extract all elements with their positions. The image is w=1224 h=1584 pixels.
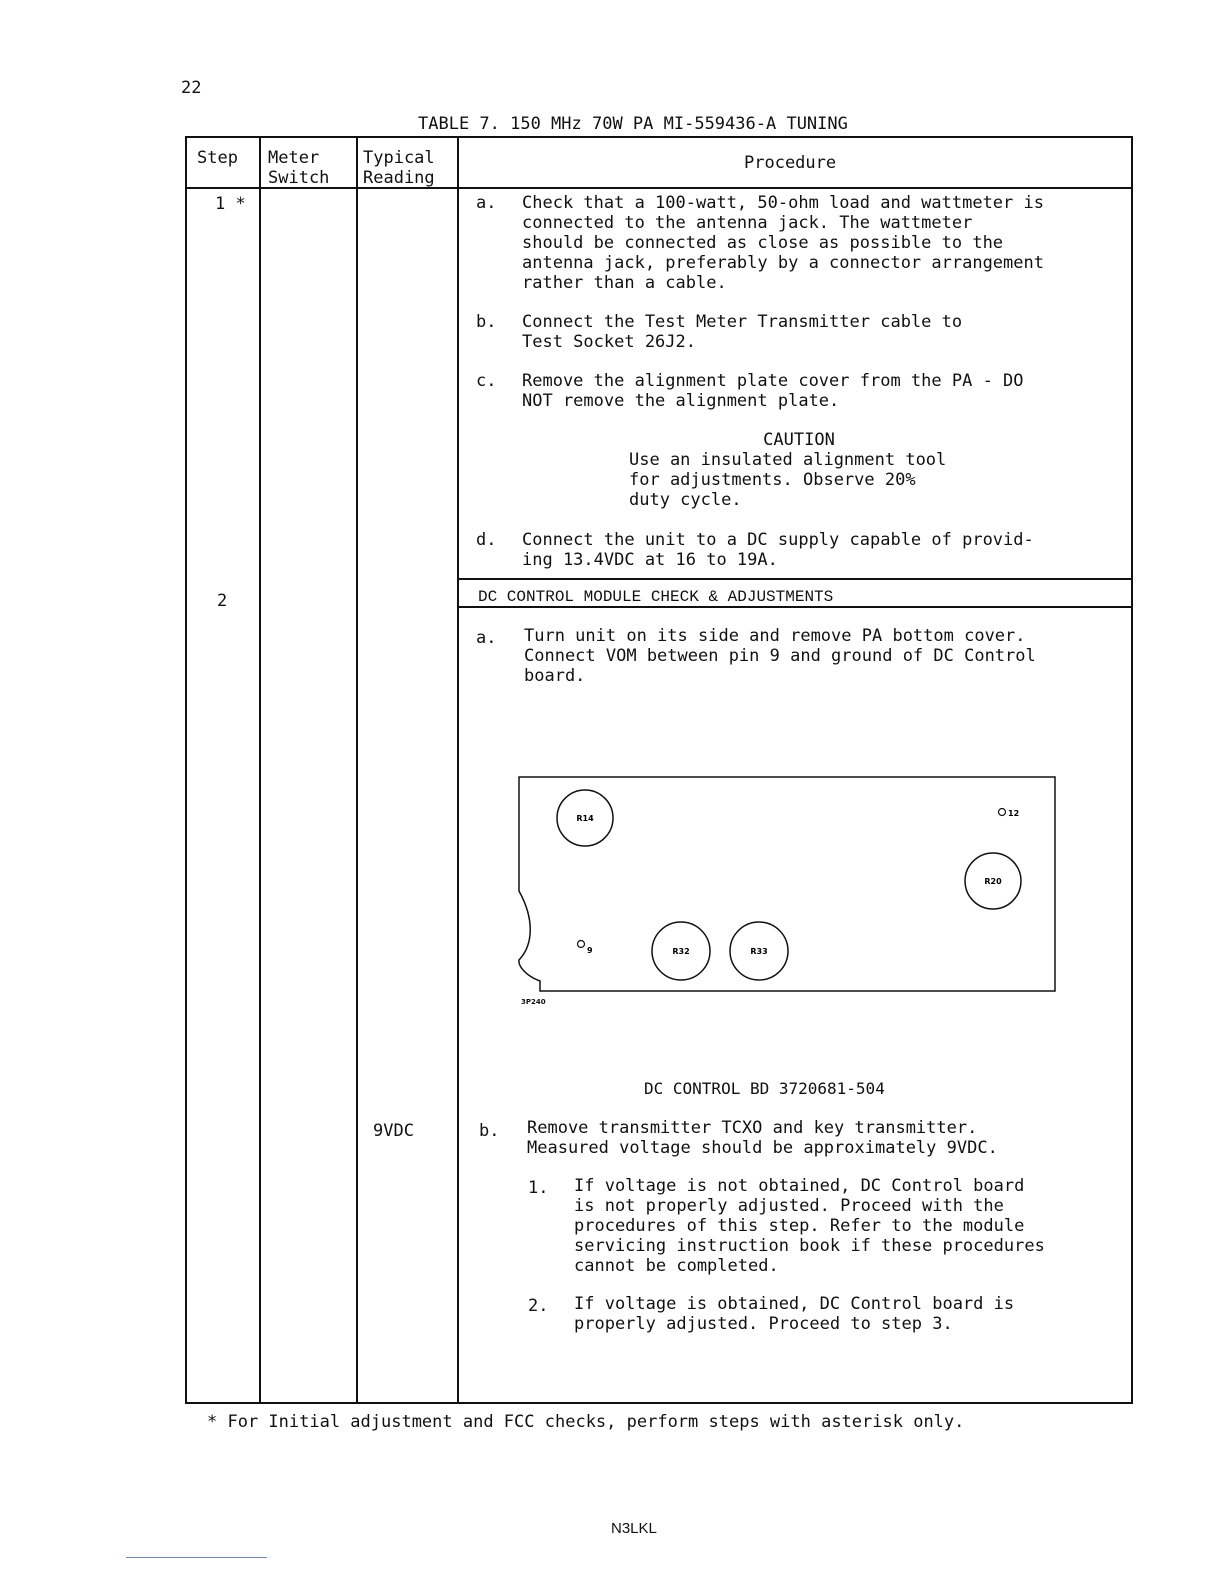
footer-label: N3LKL [611, 1520, 657, 1537]
blue-rule [126, 1557, 267, 1558]
text-line: NOT remove the alignment plate. [522, 391, 840, 411]
step-2-label: 2 [217, 591, 228, 611]
typical-reading-9vdc: 9VDC [373, 1121, 414, 1141]
step-1-label: 1 * [215, 194, 246, 214]
step-1-c-letter: c. [476, 371, 497, 391]
column-rule [356, 137, 358, 1403]
step-2-b-letter: b. [479, 1121, 500, 1141]
step-1-a-text [522, 193, 1044, 293]
text-line: for adjustments. Observe 20% [629, 470, 916, 490]
step-2-a-text [524, 626, 1036, 686]
text-line: should be connected as close as possible to the [522, 233, 1004, 253]
step-1-c-text [522, 371, 1024, 411]
dc-control-board-diagram [518, 776, 1056, 992]
step-2-a-letter: a. [476, 628, 497, 648]
drawing-number: 3P240 [521, 998, 546, 1006]
pin-9-label: 9 [587, 946, 593, 955]
table-footnote: * For Initial adjustment and FCC checks, perform steps with asterisk only. [207, 1412, 965, 1432]
pin-12-label: 12 [1008, 809, 1020, 818]
header-typical-reading [363, 148, 435, 188]
section-rule [458, 578, 1132, 580]
header-meter-switch [268, 148, 329, 188]
table-title: TABLE 7. 150 MHz 70W PA MI-559436-A TUNING [418, 114, 848, 134]
text-line: cannot be completed. [574, 1256, 779, 1276]
header-typical-line: Typical [363, 148, 435, 168]
text-line: board. [524, 666, 586, 686]
section-title: DC CONTROL MODULE CHECK & ADJUSTMENTS [478, 588, 834, 606]
r32-label: R32 [672, 947, 690, 956]
text-line: properly adjusted. Proceed to step 3. [574, 1314, 953, 1334]
text-line: Connect the unit to a DC supply capable of provid- [522, 530, 1034, 550]
step-1-b-letter: b. [476, 312, 497, 332]
sub-item-2-text [574, 1294, 1014, 1334]
r33-label: R33 [750, 947, 768, 956]
text-line: procedures of this step. Refer to the module [574, 1216, 1025, 1236]
caution-note [629, 430, 969, 510]
r14-label: R14 [576, 814, 594, 823]
sub-item-1-number: 1. [528, 1178, 549, 1198]
column-rule [259, 137, 261, 1403]
header-procedure: Procedure [744, 153, 837, 173]
text-line: Check that a 100-watt, 50-ohm load and wattmeter is [522, 193, 1044, 213]
header-reading-line: Reading [363, 168, 435, 188]
text-line: Test Socket 26J2. [522, 332, 696, 352]
text-line: Remove transmitter TCXO and key transmitter. [527, 1118, 978, 1138]
text-line: duty cycle. [629, 490, 742, 510]
text-line: is not properly adjusted. Proceed with the [574, 1196, 1004, 1216]
text-line: Measured voltage should be approximately 9VDC. [527, 1138, 998, 1158]
step-1-b-text [522, 312, 962, 352]
step-1-d-text [522, 530, 1034, 570]
pin-12-pad [999, 809, 1006, 816]
step-1-a-letter: a. [476, 193, 497, 213]
text-line: rather than a cable. [522, 273, 727, 293]
step-1-d-letter: d. [476, 530, 497, 550]
sub-item-2-number: 2. [528, 1296, 549, 1316]
column-rule [457, 137, 459, 1403]
r20-label: R20 [984, 877, 1002, 886]
header-switch-line: Switch [268, 168, 330, 188]
caution-title: CAUTION [763, 430, 835, 450]
board-caption: DC CONTROL BD 3720681-504 [644, 1079, 885, 1098]
text-line: ing 13.4VDC at 16 to 19A. [522, 550, 778, 570]
text-line: If voltage is obtained, DC Control board is [574, 1294, 1015, 1314]
step-2-b-text [527, 1118, 998, 1158]
text-line: Remove the alignment plate cover from the PA - DO [522, 371, 1024, 391]
sub-item-1-text [574, 1176, 1045, 1276]
text-line: antenna jack, preferably by a connector arrangement [522, 253, 1044, 273]
text-line: connected to the antenna jack. The wattmeter [522, 213, 973, 233]
header-meter-line: Meter [268, 148, 320, 168]
section-rule [458, 606, 1132, 608]
text-line: Turn unit on its side and remove PA bottom cover. [524, 626, 1026, 646]
text-line: If voltage is not obtained, DC Control board [574, 1176, 1025, 1196]
pin-9-pad [578, 941, 585, 948]
text-line: Connect VOM between pin 9 and ground of DC Control [524, 646, 1036, 666]
text-line: Connect the Test Meter Transmitter cable to [522, 312, 963, 332]
text-line: servicing instruction book if these procedures [574, 1236, 1045, 1256]
text-line: Use an insulated alignment tool [629, 450, 947, 470]
header-step: Step [197, 148, 238, 168]
page-number: 22 [181, 78, 202, 98]
